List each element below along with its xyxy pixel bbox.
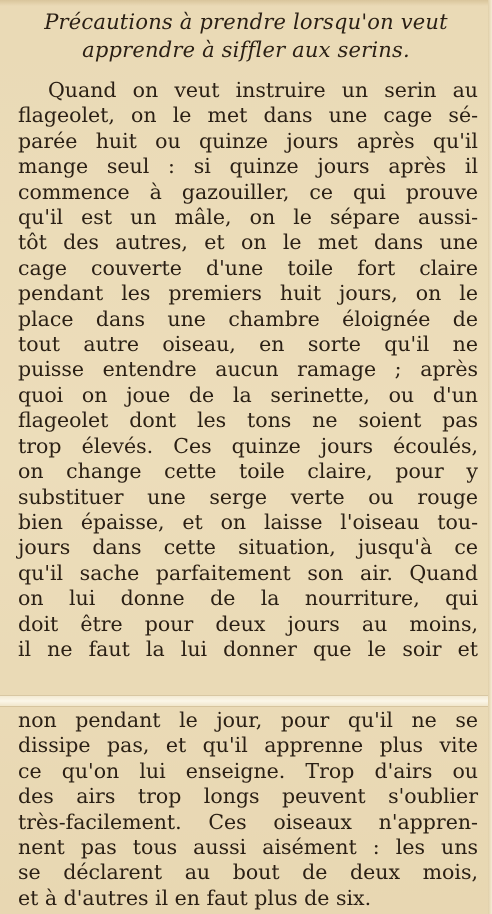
text-line: trop élevés. Ces quinze jours écoulés,: [18, 433, 478, 458]
paragraph-lower: [18, 708, 478, 911]
body-text-lower: [18, 708, 478, 911]
text-line: dissipe pas, et qu'il apprenne plus vite: [18, 733, 478, 758]
text-line: très-facilement. Ces oiseaux n'appren-: [18, 809, 478, 834]
text-line: ce qu'on lui enseigne. Trop d'airs ou: [18, 758, 478, 783]
text-line: mange seul : si quinze jours après il: [18, 154, 478, 179]
text-line: cage couverte d'une toile fort claire: [18, 255, 478, 280]
heading-line-2: apprendre à siffler aux serins.: [82, 38, 410, 62]
text-line: puisse entendre aucun ramage ; après: [18, 357, 478, 382]
body-text: [18, 78, 478, 662]
heading-line-1: Précautions à prendre lorsqu'on veut: [44, 10, 448, 34]
text-line: commence à gazouiller, ce qui prouve: [18, 179, 478, 204]
text-line: nent pas tous aussi aisément : les uns: [18, 835, 478, 860]
text-line: on change cette toile claire, pour y: [18, 459, 478, 484]
text-line: il ne faut la lui donner que le soir et: [18, 636, 478, 661]
text-line: doit être pour deux jours au moins,: [18, 611, 478, 636]
page-right-edge: [488, 0, 492, 914]
text-line: et à d'autres il en faut plus de six.: [18, 885, 372, 910]
text-line: tout autre oiseau, en sorte qu'il ne: [18, 332, 478, 357]
text-line: on lui donne de la nourriture, qui: [18, 586, 478, 611]
paragraph-upper: [18, 78, 478, 662]
text-line: non pendant le jour, pour qu'il ne se: [18, 708, 478, 732]
text-line: Quand on veut instruire un serin au: [48, 78, 478, 102]
text-line: place dans une chambre éloignée de: [18, 306, 478, 331]
text-line: tôt des autres, et on le met dans une: [18, 230, 478, 255]
text-line: jours dans cette situation, jusqu'à ce: [18, 535, 478, 560]
text-line: parée huit ou quinze jours après qu'il: [18, 128, 478, 153]
page-top-edge: [0, 0, 492, 6]
text-line: se déclarent au bout de deux mois,: [18, 860, 478, 885]
text-line: substituer une serge verte ou rouge: [18, 484, 478, 509]
text-line: flageolet dont les tons ne soient pas: [18, 408, 478, 433]
section-heading: [0, 8, 492, 64]
text-line: des airs trop longs peuvent s'oublier: [18, 784, 478, 809]
text-line: pendant les premiers huit jours, on le: [18, 281, 478, 306]
text-line: flageolet, on le met dans une cage sé-: [18, 103, 478, 128]
text-line: qu'il sache parfaitement son air. Quand: [18, 560, 478, 585]
text-line: bien épaisse, et on laisse l'oiseau tou-: [18, 509, 478, 534]
text-line: quoi on joue de la serinette, ou d'un: [18, 382, 478, 407]
text-line: qu'il est un mâle, on le sépare aussi-: [18, 205, 478, 230]
page-fold: [0, 695, 492, 707]
